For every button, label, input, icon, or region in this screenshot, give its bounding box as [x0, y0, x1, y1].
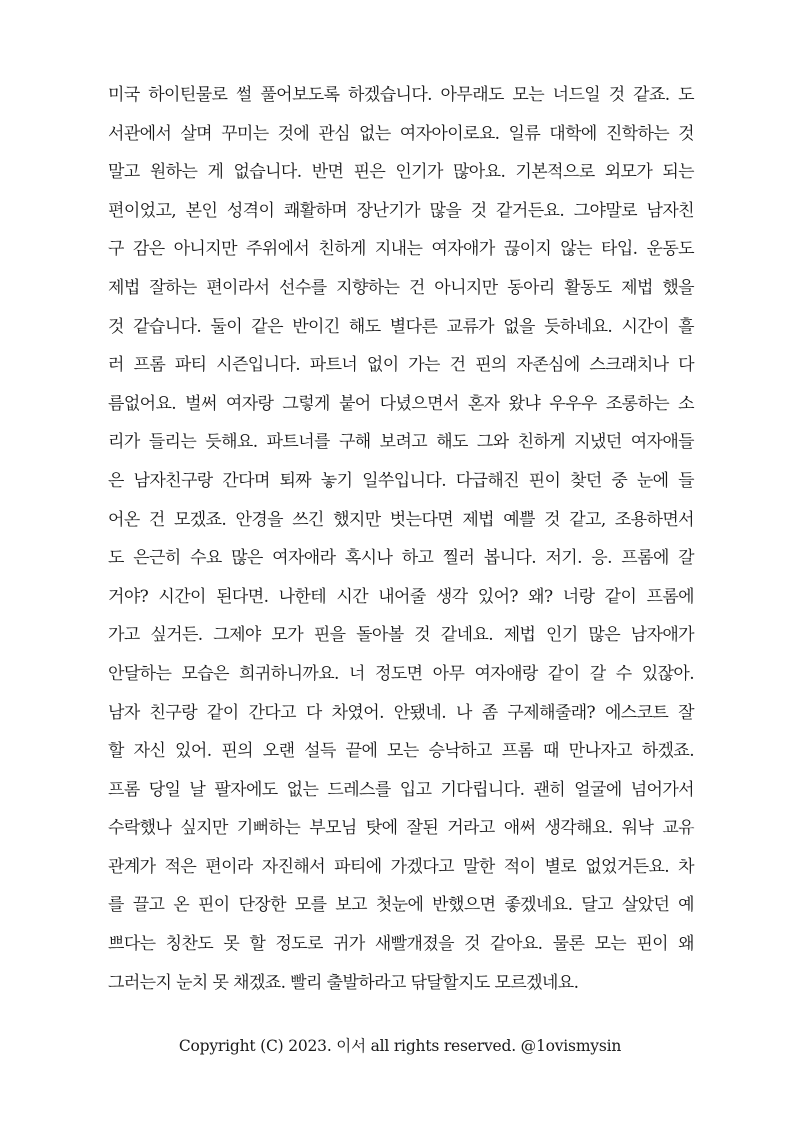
text-line: 할 자신 있어. 핀의 오랜 설득 끝에 모는 승낙하고 프롬 때 만나자고 하겠죠.: [108, 741, 694, 762]
copyright-notice: Copyright (C) 2023. 이서 all rights reserved. @1ovismysin: [178, 1037, 622, 1055]
text-line: 관계가 적은 편이라 자진해서 파티에 가겠다고 말한 적이 별로 없었거든요. 차: [108, 856, 694, 877]
text-line: 를 끌고 온 핀이 단장한 모를 보고 첫눈에 반했으면 좋겠네요. 달고 살았던 예: [108, 895, 694, 916]
text-line: 쁘다는 칭찬도 못 할 정도로 귀가 새빨개졌을 것 같아요. 물론 모는 핀이 왜: [108, 934, 694, 955]
text-line: 말고 원하는 게 없습니다. 반면 핀은 인기가 많아요. 기본적으로 외모가 되는: [108, 162, 694, 183]
text-line: 그러는지 눈치 못 채겠죠. 빨리 출발하라고 닦달할지도 모르겠네요.: [108, 972, 579, 993]
text-line: 서관에서 살며 꾸미는 것에 관심 없는 여자아이로요. 일류 대학에 진학하는 것: [108, 123, 694, 144]
text-line: 것 같습니다. 둘이 같은 반이긴 해도 별다른 교류가 없을 듯하네요. 시간이 흘: [108, 316, 694, 337]
text-line: 안달하는 모습은 희귀하니까요. 너 정도면 아무 여자애랑 같이 갈 수 있잖아.: [108, 663, 694, 684]
text-line: 편이었고, 본인 성격이 쾌활하며 장난기가 많을 것 같거든요. 그야말로 남자친: [108, 200, 694, 221]
text-line: 어온 건 모겠죠. 안경을 쓰긴 했지만 벗는다면 제법 예쁠 것 같고, 조용하면서: [108, 509, 694, 530]
text-line: 도 은근히 수요 많은 여자애라 혹시나 하고 찔러 봅니다. 저기. 응. 프롬에 갈: [108, 548, 694, 569]
text-line: 제법 잘하는 편이라서 선수를 지향하는 건 아니지만 동아리 활동도 제법 했을: [108, 277, 694, 298]
story-body: [108, 76, 694, 1002]
text-line: 수락했나 싶지만 기뻐하는 부모님 탓에 잘된 거라고 애써 생각해요. 워낙 교유: [108, 818, 694, 839]
text-line: 가고 싶거든. 그제야 모가 핀을 돌아볼 것 같네요. 제법 인기 많은 남자애가: [108, 625, 694, 646]
text-line: 름없어요. 벌써 여자랑 그렇게 붙어 다녔으면서 혼자 왔냐 우우우 조롱하는 소: [108, 393, 694, 414]
text-line: 구 감은 아니지만 주위에서 친하게 지내는 여자애가 끊이지 않는 타입. 운동도: [108, 239, 694, 260]
text-line: 미국 하이틴물로 썰 풀어보도록 하겠습니다. 아무래도 모는 너드일 것 같죠. 도: [108, 85, 694, 105]
text-line: 거야? 시간이 된다면. 나한테 시간 내어줄 생각 있어? 왜? 너랑 같이 프롬에: [108, 586, 694, 607]
text-line: 남자 친구랑 같이 간다고 다 차였어. 안됐네. 나 좀 구제해줄래? 에스코트 잘: [108, 702, 694, 723]
text-line: 프롬 당일 날 팔자에도 없는 드레스를 입고 기다립니다. 괜히 얼굴에 넘어가서: [108, 779, 694, 800]
text-line: 러 프롬 파티 시즌입니다. 파트너 없이 가는 건 핀의 자존심에 스크래치나 다: [108, 355, 694, 376]
text-line: 리가 들리는 듯해요. 파트너를 구해 보려고 해도 그와 친하게 지냈던 여자애들: [108, 432, 694, 453]
text-line: 은 남자친구랑 간다며 퇴짜 놓기 일쑤입니다. 다급해진 핀이 찾던 중 눈에 들: [108, 470, 694, 491]
